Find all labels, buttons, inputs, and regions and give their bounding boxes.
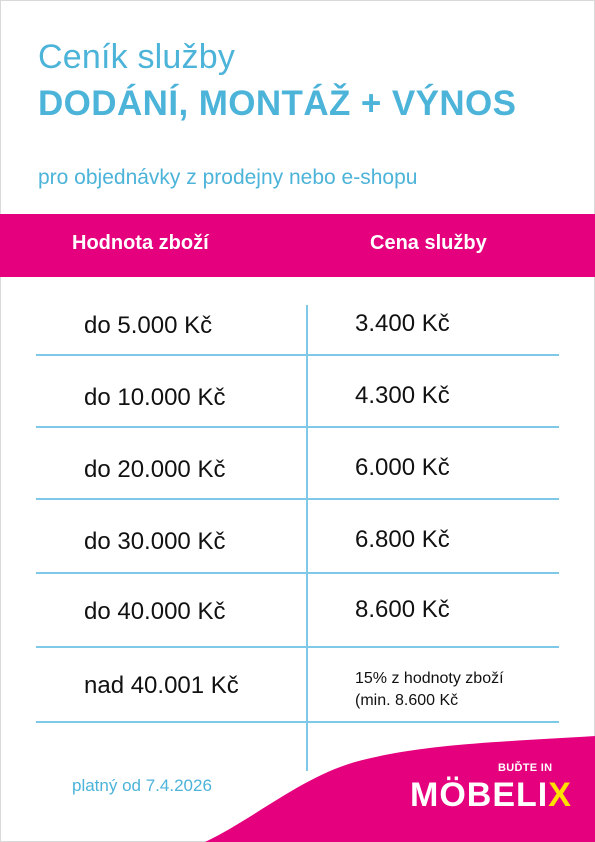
table-row-value: nad 40.001 Kč — [84, 672, 239, 699]
table-row-value: do 40.000 Kč — [84, 598, 226, 625]
table-row-price-line1: 15% z hodnoty zboží — [355, 670, 504, 687]
brand-logo-main: MÖBELI — [410, 776, 549, 814]
table-row-value: do 20.000 Kč — [84, 456, 226, 483]
column-header-price: Cena služby — [370, 232, 487, 254]
table-row-value: do 30.000 Kč — [84, 528, 226, 555]
table-row-value: do 5.000 Kč — [84, 312, 213, 339]
column-header-value: Hodnota zboží — [72, 232, 209, 254]
table-row-price: 4.300 Kč — [355, 382, 450, 409]
table-row-value: do 10.000 Kč — [84, 384, 226, 411]
page-subtitle: pro objednávky z prodejny nebo e-shopu — [38, 166, 418, 189]
table-row-price-line2: (min. 8.600 Kč — [355, 692, 459, 709]
page-headline: DODÁNÍ, MONTÁŽ + VÝNOS — [38, 84, 517, 123]
page-title: Ceník služby — [38, 38, 236, 76]
table-row-price: 6.000 Kč — [355, 454, 450, 481]
validity-date: platný od 7.4.2026 — [72, 776, 212, 795]
brand-logo-accent: X — [548, 776, 572, 814]
brand-logo — [410, 776, 572, 815]
table-row-price: 8.600 Kč — [355, 596, 450, 623]
table-row-price: 6.800 Kč — [355, 526, 450, 553]
table-row-price: 3.400 Kč — [355, 310, 450, 337]
brand-tagline: BUĎTE IN — [498, 762, 553, 774]
